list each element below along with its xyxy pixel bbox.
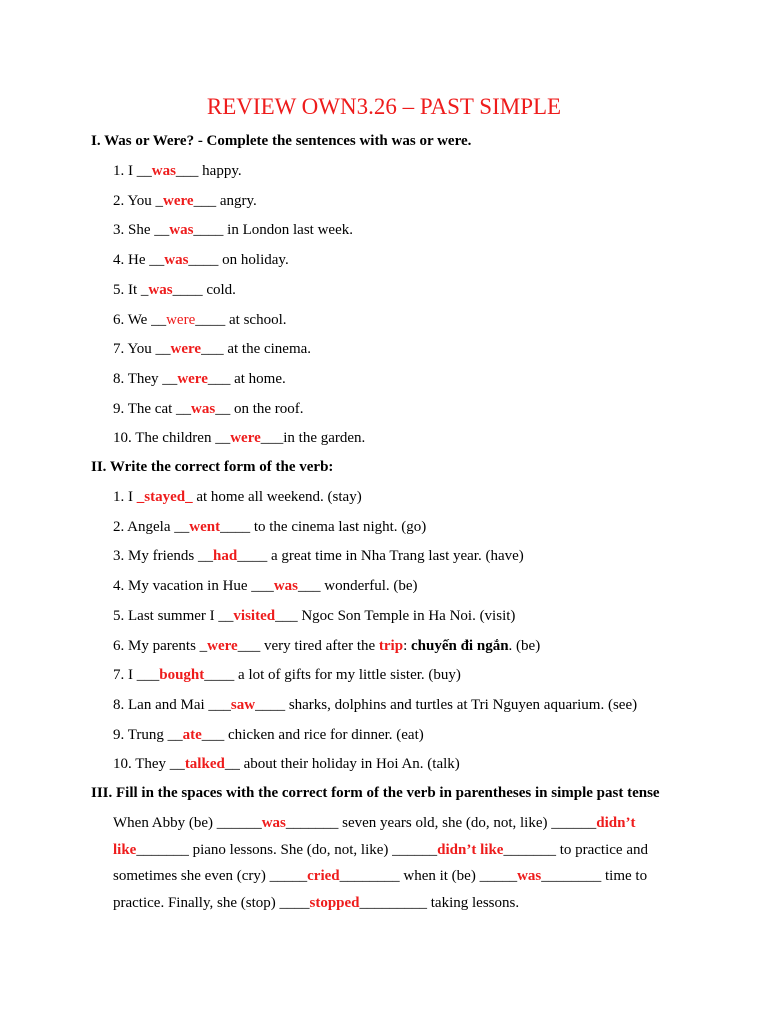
item-rest: ___ Ngoc Son Temple in Ha Noi. (visit) (275, 607, 516, 624)
item-prompt: 3. My friends __ (113, 548, 213, 565)
answer-text: _stayed_ (136, 489, 193, 505)
answer-text: was (151, 163, 176, 179)
item-rest: ___ very tired after the (237, 637, 379, 654)
item-prompt: 8. Lan and Mai ___ (113, 696, 231, 713)
answer-text: were (170, 341, 202, 358)
paragraph-text: ________ when it (be) _____ (339, 868, 518, 884)
paragraph-text: _______ piano lessons. She (do, not, like) ______ (136, 841, 438, 858)
item-rest: at home all weekend. (stay) (192, 489, 362, 505)
exercise-item (113, 665, 461, 685)
exercise-item (113, 487, 362, 507)
item-prompt: 8. They __ (113, 370, 178, 387)
paragraph-text: _______ to practice and (503, 841, 648, 858)
exercise-item (113, 695, 637, 715)
item-prompt: 5. It _ (113, 281, 149, 298)
item-rest: ___ at the cinema. (201, 341, 312, 358)
exercise-item (113, 606, 515, 626)
item-rest: ____ in London last week. (193, 222, 353, 239)
item-rest: ____ to the cinema last night. (go) (220, 518, 427, 535)
answer-text: were (163, 192, 194, 209)
paragraph-text: _________ taking lessons. (359, 894, 520, 911)
paragraph-text: ________ time to (541, 868, 648, 884)
item-prompt: 6. My parents _ (113, 637, 208, 654)
item-rest: ___ chicken and rice for dinner. (eat) (201, 726, 424, 743)
answer-text: went (189, 518, 221, 535)
answer-text: didn’t like (437, 841, 504, 858)
item-prompt: 10. They __ (113, 756, 185, 773)
paragraph-text: _______ seven years old, she (do, not, like) ______ (285, 815, 597, 831)
page-title: REVIEW OWN3.26 – PAST SIMPLE (206, 94, 562, 119)
item-rest: ___ happy. (175, 163, 242, 179)
paragraph-text: practice. Finally, she (stop) ____ (113, 894, 310, 911)
paragraph-text: When Abby (be) ______ (113, 815, 262, 831)
section2-heading: II. Write the correct form of the verb: (91, 459, 334, 475)
answer-text: didn’t (596, 815, 636, 831)
item-rest: ___ angry. (193, 192, 257, 209)
answer-text: was (148, 281, 173, 298)
answer-text: were (177, 370, 208, 387)
answer-text: visited (233, 607, 276, 624)
answer-text: trip (378, 637, 404, 654)
item-rest: : (403, 637, 411, 654)
item-rest: ____ sharks, dolphins and turtles at Tri Nguyen aquarium. (see) (255, 696, 638, 713)
answer-text: was (261, 815, 286, 831)
paragraph-line (113, 840, 648, 860)
item-prompt: 2. You _ (113, 192, 164, 209)
exercise-item (113, 546, 524, 566)
answer-text: ate (182, 726, 202, 743)
answer-text: were (230, 430, 261, 447)
section1-heading: I. Was or Were? - Complete the sentences with was or were. (91, 133, 472, 149)
answer-text: bought (159, 667, 205, 684)
paragraph-line (113, 813, 635, 833)
item-prompt: 9. The cat __ (113, 400, 192, 417)
answer-text: were (207, 637, 238, 654)
answer-text: saw (230, 696, 256, 713)
exercise-item (113, 636, 540, 656)
item-rest: __ about their holiday in Hoi An. (talk) (224, 756, 460, 773)
answer-text: was (191, 400, 216, 417)
paragraph-line (113, 893, 519, 913)
exercise-item (113, 517, 426, 537)
exercise-item (113, 339, 311, 359)
exercise-item (113, 161, 242, 181)
item-rest: ____ at school. (195, 311, 287, 328)
item-rest: ____ cold. (172, 281, 236, 298)
answer-text: was (169, 222, 194, 239)
section3-heading: III. Fill in the spaces with the correct form of the verb in parentheses in simple past tense (91, 785, 660, 801)
item-rest: ___ wonderful. (be) (297, 578, 418, 595)
item-rest: ___in the garden. (260, 430, 366, 447)
exercise-item (113, 250, 289, 270)
answer-text: was (517, 868, 542, 884)
exercise-item (113, 399, 304, 419)
exercise-item (113, 725, 424, 745)
item-prompt: 7. I ___ (113, 667, 160, 684)
item-prompt: 1. I (113, 489, 137, 505)
item-prompt: 1. I __ (113, 163, 152, 179)
item-rest: ____ on holiday. (188, 252, 289, 269)
translation-note: chuyến đi ngắn (411, 637, 509, 654)
exercise-item (113, 191, 257, 211)
exercise-item (113, 369, 286, 389)
exercise-item (113, 754, 460, 774)
paragraph-line (113, 866, 647, 886)
exercise-item (113, 428, 365, 448)
exercise-item (113, 280, 236, 300)
item-rest: ____ a lot of gifts for my little sister. (buy) (204, 667, 461, 684)
item-prompt: 4. My vacation in Hue ___ (113, 578, 274, 595)
item-prompt: 4. He __ (113, 252, 165, 269)
exercise-item (113, 310, 287, 330)
answer-text: stopped (309, 894, 360, 911)
answer-text: was (164, 252, 189, 269)
item-rest: ____ a great time in Nha Trang last year. (have) (237, 548, 524, 565)
answer-text: like (113, 841, 137, 858)
item-rest: ___ at home. (207, 370, 286, 387)
item-rest: __ on the roof. (215, 400, 304, 417)
item-rest: . (be) (508, 637, 541, 654)
answer-text: talked (184, 756, 225, 773)
item-prompt: 9. Trung __ (113, 726, 183, 743)
answer-text: cried (307, 868, 340, 884)
paragraph-text: sometimes she even (cry) _____ (113, 868, 308, 884)
item-prompt: 3. She __ (113, 222, 170, 239)
answer-text: had (213, 548, 238, 565)
item-prompt: 6. We __ (113, 311, 167, 328)
item-prompt: 5. Last summer I __ (113, 607, 234, 624)
answer-text: was (273, 578, 298, 595)
exercise-item (113, 576, 418, 596)
answer-text: were (166, 311, 196, 328)
exercise-item (113, 220, 353, 240)
item-prompt: 7. You __ (113, 341, 171, 358)
item-prompt: 10. The children __ (113, 430, 231, 447)
item-prompt: 2. Angela __ (113, 518, 190, 535)
